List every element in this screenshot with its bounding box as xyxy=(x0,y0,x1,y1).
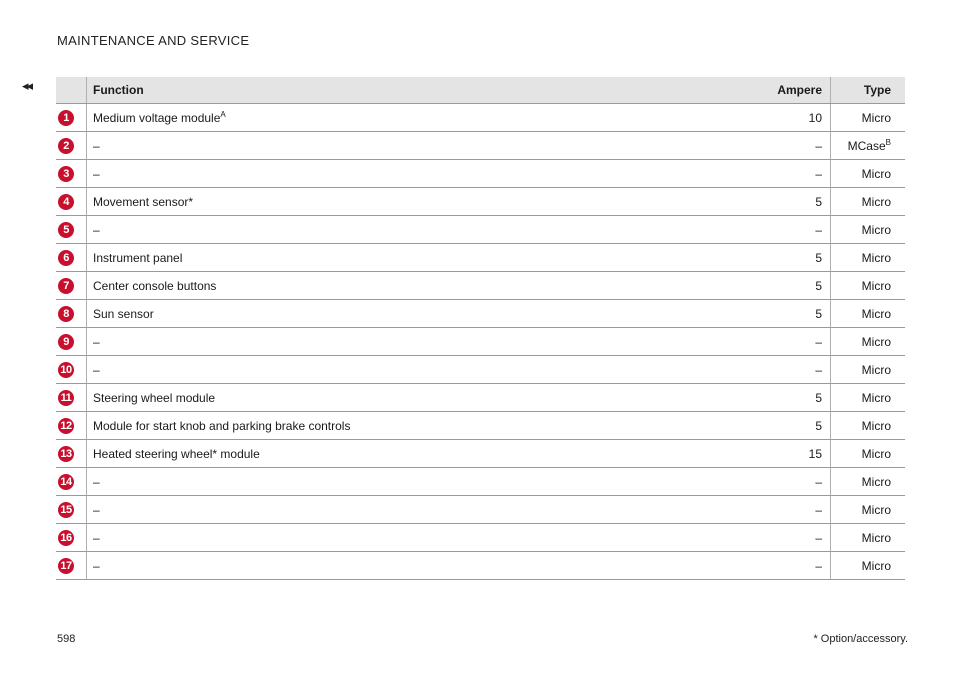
type-value: Micro xyxy=(861,503,891,517)
row-number-cell xyxy=(56,412,87,440)
function-text: – xyxy=(93,531,100,545)
row-number-cell xyxy=(56,300,87,328)
fuse-number-badge: 6 xyxy=(58,250,74,266)
ampere-value: – xyxy=(815,335,822,349)
function-cell xyxy=(87,300,757,328)
function-text: – xyxy=(93,559,100,573)
table-row xyxy=(56,440,905,468)
fuse-number-badge: 4 xyxy=(58,194,74,210)
type-cell xyxy=(831,300,906,328)
section-title: MAINTENANCE AND SERVICE xyxy=(57,33,250,48)
table-row xyxy=(56,244,905,272)
function-cell xyxy=(87,132,757,160)
function-cell xyxy=(87,412,757,440)
table-row xyxy=(56,272,905,300)
function-cell xyxy=(87,524,757,552)
table-row xyxy=(56,300,905,328)
ampere-value: 5 xyxy=(815,419,822,433)
table-row xyxy=(56,328,905,356)
ampere-cell xyxy=(756,384,831,412)
table-row xyxy=(56,384,905,412)
type-footnote-ref: B xyxy=(885,138,891,147)
fuse-number-badge: 16 xyxy=(58,530,74,546)
ampere-value: 5 xyxy=(815,251,822,265)
function-text: – xyxy=(93,335,100,349)
header-ampere: Ampere xyxy=(756,77,831,104)
table-row xyxy=(56,160,905,188)
ampere-value: – xyxy=(815,363,822,377)
table-row xyxy=(56,216,905,244)
table-header-row xyxy=(56,77,905,104)
row-number-cell xyxy=(56,468,87,496)
header-function: Function xyxy=(87,77,757,104)
type-cell xyxy=(831,160,906,188)
row-number-cell xyxy=(56,524,87,552)
previous-page-marker[interactable]: ◂◂ xyxy=(22,78,32,93)
function-text: Heated steering wheel* module xyxy=(93,447,260,461)
type-value: Micro xyxy=(861,167,891,181)
type-cell xyxy=(831,272,906,300)
type-cell xyxy=(831,244,906,272)
fuse-number-badge: 3 xyxy=(58,166,74,182)
type-value: Micro xyxy=(861,335,891,349)
type-value: Micro xyxy=(861,419,891,433)
fuse-number-badge: 12 xyxy=(58,418,74,434)
table-row xyxy=(56,524,905,552)
table-row xyxy=(56,552,905,580)
function-text: Sun sensor xyxy=(93,307,154,321)
ampere-cell xyxy=(756,300,831,328)
function-text: – xyxy=(93,167,100,181)
fuse-number-badge: 7 xyxy=(58,278,74,294)
type-cell xyxy=(831,552,906,580)
type-value: Micro xyxy=(861,195,891,209)
function-text: Center console buttons xyxy=(93,279,217,293)
function-text: – xyxy=(93,475,100,489)
function-cell xyxy=(87,468,757,496)
row-number-cell xyxy=(56,384,87,412)
function-footnote-ref: A xyxy=(220,110,226,119)
function-cell xyxy=(87,328,757,356)
type-cell xyxy=(831,496,906,524)
ampere-value: – xyxy=(815,475,822,489)
function-cell xyxy=(87,384,757,412)
fuse-number-badge: 5 xyxy=(58,222,74,238)
type-cell xyxy=(831,328,906,356)
fuse-number-badge: 8 xyxy=(58,306,74,322)
row-number-cell xyxy=(56,356,87,384)
type-value: Micro xyxy=(861,447,891,461)
type-cell xyxy=(831,356,906,384)
row-number-cell xyxy=(56,160,87,188)
type-cell xyxy=(831,132,906,160)
function-cell xyxy=(87,356,757,384)
footnote: * Option/accessory. xyxy=(813,633,908,645)
type-value: Micro xyxy=(861,251,891,265)
type-cell xyxy=(831,440,906,468)
fuse-number-badge: 14 xyxy=(58,474,74,490)
type-value: Micro xyxy=(861,475,891,489)
table-row xyxy=(56,412,905,440)
row-number-cell xyxy=(56,496,87,524)
header-number xyxy=(56,77,87,104)
ampere-cell xyxy=(756,272,831,300)
table-row xyxy=(56,132,905,160)
fuse-number-badge: 2 xyxy=(58,138,74,154)
fuse-number-badge: 11 xyxy=(58,390,74,406)
function-text: Steering wheel module xyxy=(93,391,216,405)
function-cell xyxy=(87,216,757,244)
type-value: Micro xyxy=(861,391,891,405)
ampere-value: 5 xyxy=(815,307,822,321)
function-text: – xyxy=(93,503,100,517)
function-cell xyxy=(87,104,757,132)
table-row xyxy=(56,104,905,132)
function-text: Medium voltage module xyxy=(93,111,221,125)
ampere-value: 10 xyxy=(808,111,822,125)
ampere-cell xyxy=(756,328,831,356)
fuse-number-badge: 17 xyxy=(58,558,74,574)
ampere-value: 5 xyxy=(815,391,822,405)
ampere-cell xyxy=(756,524,831,552)
ampere-value: – xyxy=(815,559,822,573)
type-cell xyxy=(831,188,906,216)
fuse-number-badge: 15 xyxy=(58,502,74,518)
ampere-cell xyxy=(756,104,831,132)
table-row xyxy=(56,356,905,384)
row-number-cell xyxy=(56,132,87,160)
row-number-cell xyxy=(56,328,87,356)
fuse-number-badge: 1 xyxy=(58,110,74,126)
ampere-value: – xyxy=(815,139,822,153)
function-text: Instrument panel xyxy=(93,251,183,265)
type-cell xyxy=(831,524,906,552)
ampere-cell xyxy=(756,412,831,440)
type-value: Micro xyxy=(861,531,891,545)
row-number-cell xyxy=(56,244,87,272)
function-text: – xyxy=(93,139,100,153)
table-row xyxy=(56,188,905,216)
ampere-cell xyxy=(756,356,831,384)
ampere-cell xyxy=(756,468,831,496)
ampere-value: 5 xyxy=(815,195,822,209)
type-value: Micro xyxy=(861,111,891,125)
fuse-table xyxy=(56,77,905,580)
type-value: MCase xyxy=(847,139,886,153)
fuse-number-badge: 10 xyxy=(58,362,74,378)
type-value: Micro xyxy=(861,223,891,237)
function-text: Movement sensor* xyxy=(93,195,194,209)
ampere-value: – xyxy=(815,223,822,237)
ampere-value: 15 xyxy=(808,447,822,461)
row-number-cell xyxy=(56,216,87,244)
ampere-value: 5 xyxy=(815,279,822,293)
function-text: Module for start knob and parking brake controls xyxy=(93,419,351,433)
type-cell xyxy=(831,412,906,440)
function-text: – xyxy=(93,223,100,237)
ampere-cell xyxy=(756,496,831,524)
ampere-value: – xyxy=(815,531,822,545)
ampere-value: – xyxy=(815,167,822,181)
fuse-number-badge: 9 xyxy=(58,334,74,350)
function-cell xyxy=(87,272,757,300)
type-value: Micro xyxy=(861,363,891,377)
ampere-cell xyxy=(756,244,831,272)
function-cell xyxy=(87,552,757,580)
function-cell xyxy=(87,440,757,468)
type-cell xyxy=(831,216,906,244)
ampere-cell xyxy=(756,132,831,160)
type-value: Micro xyxy=(861,559,891,573)
function-cell xyxy=(87,496,757,524)
ampere-cell xyxy=(756,216,831,244)
type-cell xyxy=(831,384,906,412)
function-cell xyxy=(87,188,757,216)
table-row xyxy=(56,496,905,524)
fuse-number-badge: 13 xyxy=(58,446,74,462)
type-cell xyxy=(831,104,906,132)
ampere-cell xyxy=(756,440,831,468)
row-number-cell xyxy=(56,104,87,132)
function-cell xyxy=(87,244,757,272)
type-cell xyxy=(831,468,906,496)
row-number-cell xyxy=(56,272,87,300)
page-number: 598 xyxy=(57,633,76,645)
table-row xyxy=(56,468,905,496)
type-value: Micro xyxy=(861,307,891,321)
header-type: Type xyxy=(831,77,906,104)
ampere-cell xyxy=(756,188,831,216)
row-number-cell xyxy=(56,440,87,468)
row-number-cell xyxy=(56,552,87,580)
function-text: – xyxy=(93,363,100,377)
function-cell xyxy=(87,160,757,188)
ampere-value: – xyxy=(815,503,822,517)
type-value: Micro xyxy=(861,279,891,293)
ampere-cell xyxy=(756,552,831,580)
row-number-cell xyxy=(56,188,87,216)
ampere-cell xyxy=(756,160,831,188)
